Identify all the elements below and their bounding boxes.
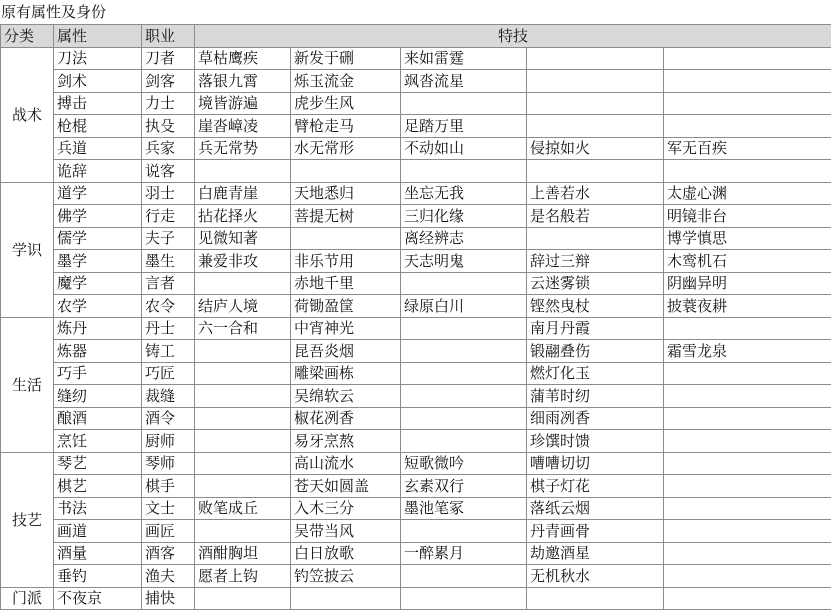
- skill-cell: 短歌微吟: [401, 452, 527, 475]
- attribute-cell: 琴艺: [54, 452, 142, 475]
- skill-cell: 结庐人境: [195, 295, 291, 318]
- skill-cell: [195, 160, 291, 183]
- skill-cell: 水无常形: [291, 137, 401, 160]
- table-row: [1, 317, 831, 340]
- skill-cell: [664, 452, 831, 475]
- skill-cell: 铿然曳杖: [527, 295, 664, 318]
- skill-cell: [401, 340, 527, 363]
- skill-cell: 明镜非台: [664, 205, 831, 228]
- skill-cell: [527, 70, 664, 93]
- skill-cell: 霜雪龙泉: [664, 340, 831, 363]
- skill-cell: [527, 587, 664, 610]
- skill-cell: 入木三分: [291, 497, 401, 520]
- skill-cell: [664, 587, 831, 610]
- skill-cell: [664, 92, 831, 115]
- skill-cell: [401, 587, 527, 610]
- table-row: [1, 115, 831, 138]
- skill-cell: 阴幽异明: [664, 272, 831, 295]
- profession-cell: 棋手: [142, 475, 195, 498]
- skill-cell: [527, 227, 664, 250]
- attribute-cell: 墨学: [54, 250, 142, 273]
- profession-cell: 执殳: [142, 115, 195, 138]
- skill-cell: [195, 272, 291, 295]
- skill-cell: 苍天如圆盖: [291, 475, 401, 498]
- skill-cell: [401, 317, 527, 340]
- skill-cell: 愿者上钩: [195, 565, 291, 588]
- skill-cell: 椒花冽香: [291, 407, 401, 430]
- skill-cell: 辞过三辩: [527, 250, 664, 273]
- profession-cell: 夫子: [142, 227, 195, 250]
- skill-cell: [401, 407, 527, 430]
- skill-cell: 易牙烹熬: [291, 430, 401, 453]
- profession-cell: 羽士: [142, 182, 195, 205]
- profession-cell: 文士: [142, 497, 195, 520]
- profession-cell: 巧匠: [142, 362, 195, 385]
- skill-cell: [195, 520, 291, 543]
- skill-cell: 云迷雾锁: [527, 272, 664, 295]
- skill-cell: [664, 317, 831, 340]
- skill-cell: 南月丹霞: [527, 317, 664, 340]
- skill-cell: 绿原白川: [401, 295, 527, 318]
- skill-cell: [664, 430, 831, 453]
- skill-cell: 钓笠披云: [291, 565, 401, 588]
- skill-cell: 吴带当风: [291, 520, 401, 543]
- table-row: [1, 587, 831, 610]
- skill-cell: 棋子灯花: [527, 475, 664, 498]
- skill-cell: 雕梁画栋: [291, 362, 401, 385]
- skill-cell: [664, 497, 831, 520]
- profession-cell: 兵家: [142, 137, 195, 160]
- skill-cell: 白鹿青崖: [195, 182, 291, 205]
- skill-cell: 蒲苇时纫: [527, 385, 664, 408]
- profession-cell: 力士: [142, 92, 195, 115]
- skill-cell: [195, 362, 291, 385]
- skill-cell: 嘈嘈切切: [527, 452, 664, 475]
- skill-cell: [291, 587, 401, 610]
- profession-cell: 酒客: [142, 542, 195, 565]
- table-body: [1, 47, 831, 610]
- skill-cell: [401, 565, 527, 588]
- skill-cell: [401, 385, 527, 408]
- skill-cell: 吴绵软云: [291, 385, 401, 408]
- attribute-cell: 酒量: [54, 542, 142, 565]
- skill-cell: 烁玉流金: [291, 70, 401, 93]
- table-row: [1, 70, 831, 93]
- skill-cell: 燃灯化玉: [527, 362, 664, 385]
- attribute-cell: 画道: [54, 520, 142, 543]
- skill-cell: 臂枪走马: [291, 115, 401, 138]
- table-row: [1, 452, 831, 475]
- profession-cell: 行走: [142, 205, 195, 228]
- attribute-cell: 书法: [54, 497, 142, 520]
- skill-cell: [664, 115, 831, 138]
- skill-cell: 菩提无树: [291, 205, 401, 228]
- skill-cell: 荷锄盈筐: [291, 295, 401, 318]
- category-cell: 战术: [1, 47, 54, 182]
- skill-cell: 拈花择火: [195, 205, 291, 228]
- skill-cell: 无机秋水: [527, 565, 664, 588]
- skill-cell: [664, 70, 831, 93]
- skill-cell: 酒酣胸坦: [195, 542, 291, 565]
- skill-cell: 是名般若: [527, 205, 664, 228]
- page-title: 原有属性及身份: [1, 3, 107, 21]
- profession-cell: 墨生: [142, 250, 195, 273]
- skill-cell: 败笔成丘: [195, 497, 291, 520]
- header-attribute: 属性: [54, 25, 142, 48]
- attribute-cell: 魔学: [54, 272, 142, 295]
- table-row: [1, 385, 831, 408]
- skill-cell: [664, 520, 831, 543]
- skill-cell: 昆吾炎烟: [291, 340, 401, 363]
- profession-cell: 剑客: [142, 70, 195, 93]
- attribute-cell: 炼丹: [54, 317, 142, 340]
- profession-cell: 捕快: [142, 587, 195, 610]
- profession-cell: 铸工: [142, 340, 195, 363]
- attribute-cell: 农学: [54, 295, 142, 318]
- skill-cell: 军无百疾: [664, 137, 831, 160]
- table-row: [1, 137, 831, 160]
- skill-cell: [664, 385, 831, 408]
- header-row: [1, 25, 831, 48]
- table-row: [1, 92, 831, 115]
- category-cell: 门派: [1, 587, 54, 610]
- profession-cell: 说客: [142, 160, 195, 183]
- attribute-cell: 垂钓: [54, 565, 142, 588]
- skill-cell: [664, 160, 831, 183]
- skill-cell: [401, 430, 527, 453]
- category-cell: 技艺: [1, 452, 54, 587]
- table-row: [1, 250, 831, 273]
- skill-cell: 非乐节用: [291, 250, 401, 273]
- skill-cell: 细雨冽香: [527, 407, 664, 430]
- attribute-cell: 儒学: [54, 227, 142, 250]
- skill-cell: 离经辨志: [401, 227, 527, 250]
- skill-cell: 太虚心渊: [664, 182, 831, 205]
- attribute-cell: 道学: [54, 182, 142, 205]
- profession-cell: 琴师: [142, 452, 195, 475]
- table-row: [1, 542, 831, 565]
- category-cell: 生活: [1, 317, 54, 452]
- attribute-cell: 枪棍: [54, 115, 142, 138]
- header-skills: 特技: [195, 25, 831, 48]
- attribute-cell: 剑术: [54, 70, 142, 93]
- table-row: [1, 272, 831, 295]
- table-row: [1, 362, 831, 385]
- skill-cell: [401, 362, 527, 385]
- skill-cell: [291, 160, 401, 183]
- skill-cell: 境皆游遍: [195, 92, 291, 115]
- skill-cell: [195, 475, 291, 498]
- skill-cell: 坐忘无我: [401, 182, 527, 205]
- table-row: [1, 295, 831, 318]
- skill-cell: 不动如山: [401, 137, 527, 160]
- table-row: [1, 520, 831, 543]
- skill-cell: 披蓑夜耕: [664, 295, 831, 318]
- attribute-cell: 酿酒: [54, 407, 142, 430]
- skill-cell: [401, 520, 527, 543]
- skill-cell: [195, 587, 291, 610]
- skill-cell: 落银九霄: [195, 70, 291, 93]
- skill-cell: [195, 430, 291, 453]
- table-row: [1, 227, 831, 250]
- skill-cell: 落纸云烟: [527, 497, 664, 520]
- table-row: [1, 475, 831, 498]
- attribute-cell: 诡辞: [54, 160, 142, 183]
- profession-cell: 酒令: [142, 407, 195, 430]
- skill-cell: [527, 92, 664, 115]
- skill-cell: 天地悉归: [291, 182, 401, 205]
- skill-cell: 侵掠如火: [527, 137, 664, 160]
- attribute-cell: 不夜京: [54, 587, 142, 610]
- skill-cell: 一醉累月: [401, 542, 527, 565]
- attribute-cell: 棋艺: [54, 475, 142, 498]
- skill-cell: [195, 407, 291, 430]
- skill-cell: 足踏万里: [401, 115, 527, 138]
- skill-cell: 锻翮叠伤: [527, 340, 664, 363]
- skill-cell: [401, 160, 527, 183]
- table-row: [1, 340, 831, 363]
- skill-cell: [527, 115, 664, 138]
- skill-cell: [195, 452, 291, 475]
- skill-cell: 中宵神光: [291, 317, 401, 340]
- skill-cell: 来如雷霆: [401, 47, 527, 70]
- attribute-table: [0, 24, 831, 610]
- skill-cell: 珍馔时馈: [527, 430, 664, 453]
- skill-cell: 崖沓嶂凌: [195, 115, 291, 138]
- profession-cell: 农令: [142, 295, 195, 318]
- profession-cell: 厨师: [142, 430, 195, 453]
- profession-cell: 言者: [142, 272, 195, 295]
- skill-cell: 天志明鬼: [401, 250, 527, 273]
- category-cell: 学识: [1, 182, 54, 317]
- table-row: [1, 497, 831, 520]
- profession-cell: 裁缝: [142, 385, 195, 408]
- attribute-cell: 刀法: [54, 47, 142, 70]
- attribute-cell: 佛学: [54, 205, 142, 228]
- skill-cell: 飒沓流星: [401, 70, 527, 93]
- table-row: [1, 565, 831, 588]
- skill-cell: 兵无常势: [195, 137, 291, 160]
- table-row: [1, 182, 831, 205]
- skill-cell: 虎步生风: [291, 92, 401, 115]
- skill-cell: [664, 565, 831, 588]
- table-row: [1, 205, 831, 228]
- skill-cell: 新发于硎: [291, 47, 401, 70]
- table-row: [1, 407, 831, 430]
- profession-cell: 丹士: [142, 317, 195, 340]
- attribute-cell: 缝纫: [54, 385, 142, 408]
- skill-cell: [664, 47, 831, 70]
- profession-cell: 画匠: [142, 520, 195, 543]
- table-row: [1, 160, 831, 183]
- skill-cell: 白日放歌: [291, 542, 401, 565]
- header-profession: 职业: [142, 25, 195, 48]
- skill-cell: [664, 542, 831, 565]
- attribute-cell: 兵道: [54, 137, 142, 160]
- attribute-cell: 搏击: [54, 92, 142, 115]
- skill-cell: 劫邀酒星: [527, 542, 664, 565]
- attribute-cell: 炼器: [54, 340, 142, 363]
- skill-cell: 木鸾机石: [664, 250, 831, 273]
- skill-cell: [401, 92, 527, 115]
- table-row: [1, 430, 831, 453]
- skill-cell: [291, 227, 401, 250]
- skill-cell: 上善若水: [527, 182, 664, 205]
- skill-cell: 草枯鹰疾: [195, 47, 291, 70]
- skill-cell: 见微知著: [195, 227, 291, 250]
- skill-cell: 丹青画骨: [527, 520, 664, 543]
- skill-cell: [664, 362, 831, 385]
- skill-cell: 玄素双行: [401, 475, 527, 498]
- skill-cell: [664, 475, 831, 498]
- skill-cell: [664, 407, 831, 430]
- skill-cell: [527, 160, 664, 183]
- skill-cell: 三归化缘: [401, 205, 527, 228]
- skill-cell: [195, 385, 291, 408]
- header-category: 分类: [1, 25, 54, 48]
- skill-cell: [195, 340, 291, 363]
- skill-cell: 兼爱非攻: [195, 250, 291, 273]
- skill-cell: 赤地千里: [291, 272, 401, 295]
- attribute-cell: 巧手: [54, 362, 142, 385]
- profession-cell: 渔夫: [142, 565, 195, 588]
- skill-cell: 高山流水: [291, 452, 401, 475]
- skill-cell: [527, 47, 664, 70]
- profession-cell: 刀者: [142, 47, 195, 70]
- skill-cell: 六一合和: [195, 317, 291, 340]
- skill-cell: 博学慎思: [664, 227, 831, 250]
- table-row: [1, 47, 831, 70]
- skill-cell: 墨池笔冢: [401, 497, 527, 520]
- attribute-cell: 烹饪: [54, 430, 142, 453]
- skill-cell: [401, 272, 527, 295]
